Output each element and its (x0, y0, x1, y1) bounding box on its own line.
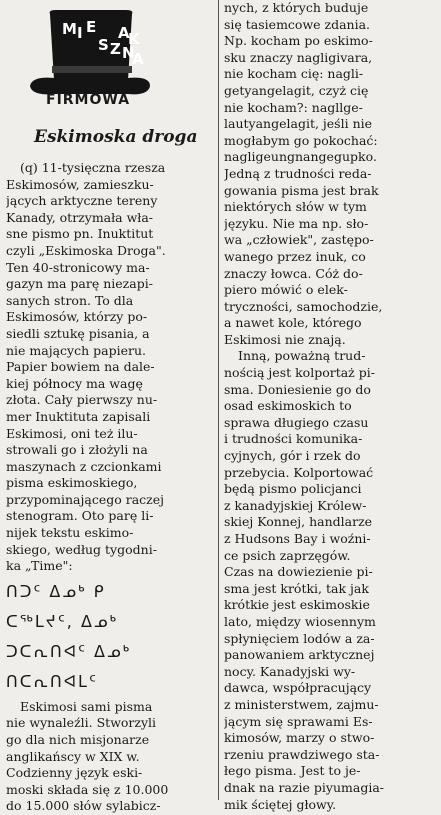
text-line: anglikańscy w XIX w. (6, 748, 140, 764)
text-line: skiego, według tygodni- (6, 541, 157, 557)
text-line: z ministerstwem, zajmu- (224, 696, 379, 712)
text-line: sprawa długiego czasu (224, 414, 369, 430)
text-line: gazyn ma parę niezapi- (6, 276, 153, 292)
text-line: Czas na dowiezienie pi- (224, 564, 373, 580)
text-line: nie kocham?: nagllge- (224, 99, 363, 115)
text-line: przypominającego raczej (6, 491, 165, 507)
text-line: sanych stron. To dla (6, 292, 134, 308)
text-line: sma jest krótki, tak jak (224, 580, 369, 596)
syllabics-line: ᑎᑐᑦ ᐃᓄᒃ ᑭ (6, 581, 106, 601)
text-line: strowali go i złożyli na (6, 442, 148, 458)
text-line: nie mających papieru. (6, 342, 146, 358)
text-line: z kanadyjskiej Królew- (224, 497, 367, 513)
text-line: Ten 40-stronicowy ma- (6, 259, 150, 275)
text-line: Codzienny język eski- (6, 765, 143, 781)
text-line: czyli „Eskimoska Droga". (6, 242, 166, 258)
hat-letter: A (118, 24, 130, 42)
column-logo (6, 0, 216, 118)
text-line: nijek tekstu eskimo- (6, 525, 134, 541)
text-line: gowania pisma jest brak (224, 182, 379, 198)
text-line: się tasiemcowe zdania. (224, 16, 371, 32)
text-line: Np. kocham po eskimo- (224, 33, 373, 49)
text-line: języku. Nie ma np. sło- (224, 215, 369, 231)
text-line: go dla nich misjonarze (6, 732, 150, 748)
text-line: Inną, poważną trud- (238, 348, 366, 364)
text-line: nagligeungnangegupko. (224, 149, 377, 165)
text-line: stenogram. Oto parę li- (6, 508, 154, 524)
text-line: panowaniem arktycznej (224, 647, 375, 663)
hat-letter: S (98, 36, 109, 54)
logo-caption: FIRMOWA (46, 92, 131, 108)
article-headline: Eskimoska droga (34, 127, 198, 147)
text-line: tryczności, samochodzie, (224, 298, 383, 314)
right-column (224, 0, 436, 813)
text-line: getyangelagit, czyż cię (224, 82, 369, 98)
hat-letter: K (128, 30, 140, 48)
left-column-bottom-text (6, 699, 216, 815)
column-divider (218, 0, 219, 800)
text-line: z Hudsons Bay i woźni- (224, 531, 371, 546)
text-line: Eskimosi nie znają. (224, 331, 346, 347)
text-line: nie kocham cię: nagli- (224, 66, 364, 82)
text-line: mogłabym go pokochać: (224, 132, 378, 148)
hat-letter: A (132, 50, 144, 68)
text-line: krótkie jest eskimoskie (224, 597, 370, 613)
right-column-text (224, 0, 436, 813)
text-line: przebycia. Kolportować (224, 464, 374, 480)
text-line: sne pismo pn. Inuktitut (6, 226, 154, 242)
text-line: dnak na razie piyumagia- (224, 779, 385, 795)
text-line: Papier bowiem na dale- (6, 359, 155, 375)
text-line: znaczy łowca. Cóż do- (224, 265, 363, 281)
syllabics-line: ᑎᑕᕆᑎᐊᒪᑦ (6, 671, 98, 691)
syllabics-line: ᑐᑕᕆᑎᐊᑦ ᐃᓄᒃ (6, 641, 132, 661)
text-line: mik ściętej głowy. (224, 796, 337, 812)
text-line: lato, między wiosennym (224, 613, 376, 629)
text-line: cyjnych, gór i rzek do (224, 448, 361, 464)
text-line: piero mówić o elek- (224, 282, 348, 298)
text-line: ce psich zaprzęgów. (224, 547, 351, 563)
text-line: złota. Cały pierwszy nu- (6, 392, 158, 408)
left-column (6, 0, 216, 815)
text-line: osad eskimoskich to (224, 398, 352, 414)
text-line: dawca, współpracujący (224, 680, 372, 696)
hat-letter: M (62, 20, 77, 38)
text-line: nych, z których buduje (224, 0, 369, 15)
text-line: będą pismo policjanci (224, 481, 362, 497)
text-line: maszynach z czcionkami (6, 458, 162, 474)
text-line: mer Inuktituta zapisali (6, 408, 151, 424)
text-line: rzeniu prawdziwego sta- (224, 746, 380, 762)
text-line: Eskimosów, zamieszku- (6, 176, 154, 192)
text-line: sku znaczy nagligivara, (224, 49, 373, 65)
text-line: Jedną z trudności reda- (224, 165, 372, 181)
text-line: wa „człowiek", zastępo- (224, 232, 374, 248)
text-line: niektórych słów w tym (224, 199, 367, 215)
hat-letter: Z (110, 40, 121, 58)
text-line: Eskimosi sami pisma (20, 698, 153, 714)
text-line: skiej Konnej, handlarze (224, 514, 373, 530)
text-line: (q) 11-tysięczna rzesza (20, 160, 166, 175)
text-line: nością jest kolportaż pi- (224, 365, 375, 381)
text-line: ka „Time": (6, 558, 73, 574)
text-line: Eskimosi, oni też ilu- (6, 425, 138, 441)
text-line: nocy. Kanadyjski wy- (224, 663, 356, 679)
text-line: do 15.000 słów sylabicz- (6, 798, 161, 814)
syllabics-line: ᑕᖅᒪᔪᑦ, ᐃᓄᒃ (6, 611, 119, 631)
text-line: spłynięciem lodów a za- (224, 630, 375, 646)
text-line: jących arktyczne tereny (6, 193, 158, 209)
text-line: lautyangelagit, jeśli nie (224, 116, 373, 132)
text-line: łego pisma. Jest to je- (224, 763, 361, 779)
left-column-text (6, 160, 216, 575)
text-line: nie wynaleźli. Stworzyli (6, 715, 157, 731)
text-line: wanego przez inuk, co (224, 248, 366, 264)
hat-letter: N (122, 44, 135, 62)
text-line: Kanady, otrzymała wła- (6, 209, 154, 225)
text-line: a nawet kole, którego (224, 315, 362, 331)
text-line: pisma eskimoskiego, (6, 475, 138, 491)
text-line: siedli sztukę pisania, a (6, 325, 150, 341)
text-line: sma. Doniesienie go do (224, 381, 371, 397)
syllabics-sample (6, 577, 216, 697)
text-line: moski składa się z 10.000 (6, 781, 169, 797)
text-line: Eskimosów, którzy po- (6, 309, 148, 325)
text-line: jącym się sprawami Es- (224, 713, 373, 729)
text-line: kimosów, marzy o stwo- (224, 730, 375, 746)
hat-letter: E (86, 18, 97, 36)
text-line: i trudności komunika- (224, 431, 363, 447)
text-line: kiej północy ma wagę (6, 375, 143, 391)
hat-letter: I (77, 24, 83, 42)
